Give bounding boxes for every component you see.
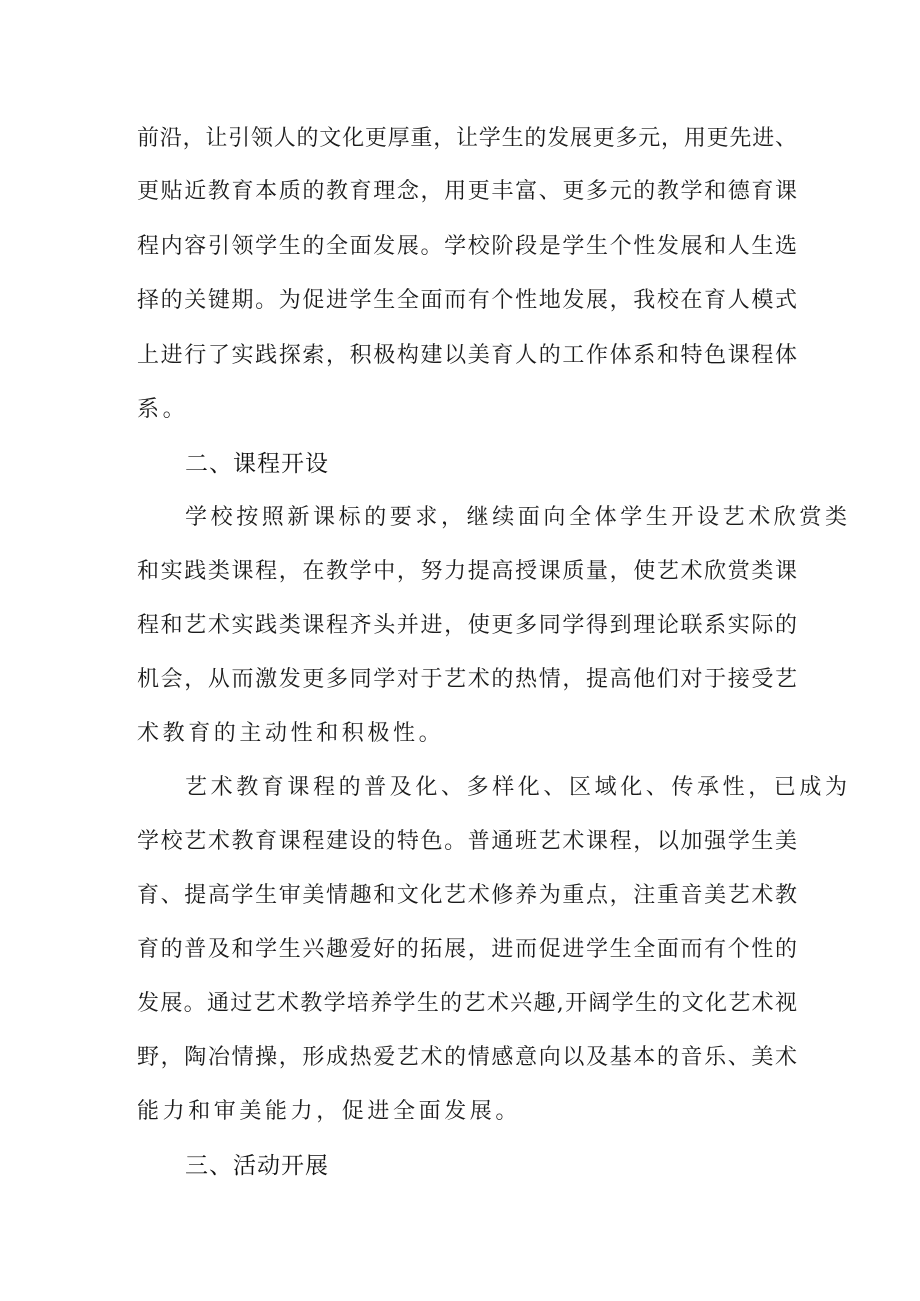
- paragraph-2-line-5: 术教育的主动性和积极性。: [137, 721, 445, 746]
- section-heading-course-offering: 二、课程开设: [185, 451, 329, 477]
- paragraph-3-line-3: 育、提高学生审美情趣和文化艺术修养为重点，注重音美艺术教: [137, 883, 797, 908]
- paragraph-3-line-6: 野，陶冶情操，形成热爱艺术的情感意向以及基本的音乐、美术: [137, 1045, 797, 1070]
- paragraph-1-line-1: 前沿，让引领人的文化更厚重，让学生的发展更多元，用更先进、: [137, 126, 797, 151]
- paragraph-1-line-6: 系。: [137, 397, 189, 422]
- paragraph-1-line-4: 择的关键期。为促进学生全面而有个性地发展，我校在育人模式: [137, 288, 797, 313]
- paragraph-1-line-3: 程内容引领学生的全面发展。学校阶段是学生个性发展和人生选: [137, 234, 797, 259]
- paragraph-3-line-1: 艺术教育课程的普及化、多样化、区域化、传承性，已成为: [185, 775, 851, 800]
- paragraph-2-line-4: 机会，从而激发更多同学对于艺术的热情，提高他们对于接受艺: [137, 667, 797, 692]
- paragraph-3-line-4: 育的普及和学生兴趣爱好的拓展，进而促进学生全面而有个性的: [137, 937, 797, 962]
- section-heading-activities: 三、活动开展: [185, 1153, 329, 1179]
- paragraph-3-line-2: 学校艺术教育课程建设的特色。普通班艺术课程，以加强学生美: [137, 829, 797, 854]
- paragraph-3-line-5: 发展。通过艺术教学培养学生的艺术兴趣,开阔学生的文化艺术视: [137, 991, 797, 1016]
- paragraph-1-line-5: 上进行了实践探索，积极构建以美育人的工作体系和特色课程体: [137, 343, 797, 368]
- paragraph-2-line-2: 和实践类课程，在教学中，努力提高授课质量，使艺术欣赏类课: [137, 559, 797, 584]
- paragraph-1-line-2: 更贴近教育本质的教育理念，用更丰富、更多元的教学和德育课: [137, 179, 797, 204]
- paragraph-2-line-3: 程和艺术实践类课程齐头并进，使更多同学得到理论联系实际的: [137, 613, 797, 638]
- paragraph-2-line-1: 学校按照新课标的要求，继续面向全体学生开设艺术欣赏类: [185, 505, 851, 530]
- paragraph-3-line-7: 能力和审美能力，促进全面发展。: [137, 1099, 522, 1124]
